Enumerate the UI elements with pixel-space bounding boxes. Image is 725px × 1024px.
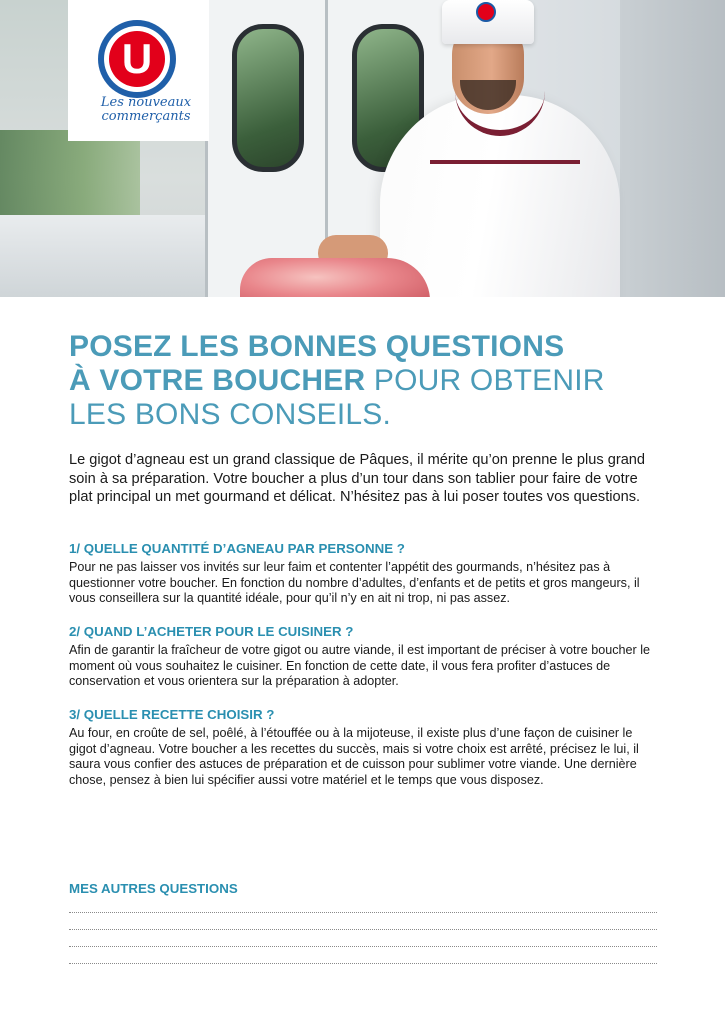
other-questions-section xyxy=(69,881,659,897)
headline-bold-line-2: À VOTRE BOUCHER xyxy=(69,364,366,397)
section-text: Afin de garantir la fraîcheur de votre gigot ou autre viande, il est important de préciser à votre boucher le moment où vous souhaitez le cuisiner. En fonction de cette date, il vous fera profiter d’astuces de conservation et vous orientera sur la préparation à adopter. xyxy=(69,643,651,689)
question-section-2 xyxy=(69,624,659,690)
section-title: 3/ QUELLE RECETTE CHOISIR ? xyxy=(69,707,275,722)
hero-photo xyxy=(0,0,725,297)
hat-logo-icon xyxy=(476,2,496,22)
section-text: Pour ne pas laisser vos invités sur leur faim et contenter l’appétit des gourmands, n’hésitez pas à questionner votre boucher. En fonction du nombre d’adultes, d’enfants et de petits et gros mangeurs, il vous conseillera sur la quantité idéale, pour qu’il n’y en ait ni trop, ni pas assez. xyxy=(69,560,640,606)
brand-logo-icon xyxy=(98,20,176,98)
logo-letter: U xyxy=(121,35,153,82)
other-questions-title: MES AUTRES QUESTIONS xyxy=(69,881,238,896)
tagline-line-2: commerçants xyxy=(101,109,191,124)
question-section-1 xyxy=(69,541,659,607)
writing-line[interactable] xyxy=(69,929,657,930)
question-section-3 xyxy=(69,707,659,788)
section-title: 2/ QUAND L’ACHETER POUR LE CUISINER ? xyxy=(69,624,354,639)
section-text: Au four, en croûte de sel, poêlé, à l’étouffée ou à la mijoteuse, il existe plus d’une façon de cuisiner le gigot d’agneau. Votre boucher a les recettes du succès, mais si votre choix est arrêté, précisez le lui, il saura vous confier des astuces de préparation et de cuisson pour sublimer votre viande. Une dernière chose, pensez à bien lui spécifier aussi votre matériel et le temps que vous disposez. xyxy=(69,726,639,787)
writing-line[interactable] xyxy=(69,963,657,964)
writing-line[interactable] xyxy=(69,912,657,913)
brand-tagline xyxy=(86,96,206,124)
door-window-left xyxy=(232,24,304,172)
brand-logo-card xyxy=(68,0,209,141)
background-right-wall xyxy=(620,0,725,297)
tagline-line-1: Les nouveaux xyxy=(100,95,192,110)
intro-paragraph: Le gigot d’agneau est un grand classique de Pâques, il mérite qu’on prenne le plus grand soin à sa préparation. Votre boucher a plus d’un tour dans son tablier pour faire de votre plat principal un met gourmand et délicat. N’hésitez pas à lui poser toutes vos questions. xyxy=(69,452,646,505)
background-shelf xyxy=(0,130,140,220)
page-headline xyxy=(69,330,689,432)
headline-bold-line-1: POSEZ LES BONNES QUESTIONS xyxy=(69,330,565,363)
section-title: 1/ QUELLE QUANTITÉ D’AGNEAU PAR PERSONNE ? xyxy=(69,541,405,556)
writing-line[interactable] xyxy=(69,946,657,947)
leg-of-lamb xyxy=(240,258,430,297)
headline-light-line-3: LES BONS CONSEILS. xyxy=(69,398,392,431)
butcher-coat-piping xyxy=(430,160,580,164)
headline-light-line-2: POUR OBTENIR xyxy=(365,364,605,397)
